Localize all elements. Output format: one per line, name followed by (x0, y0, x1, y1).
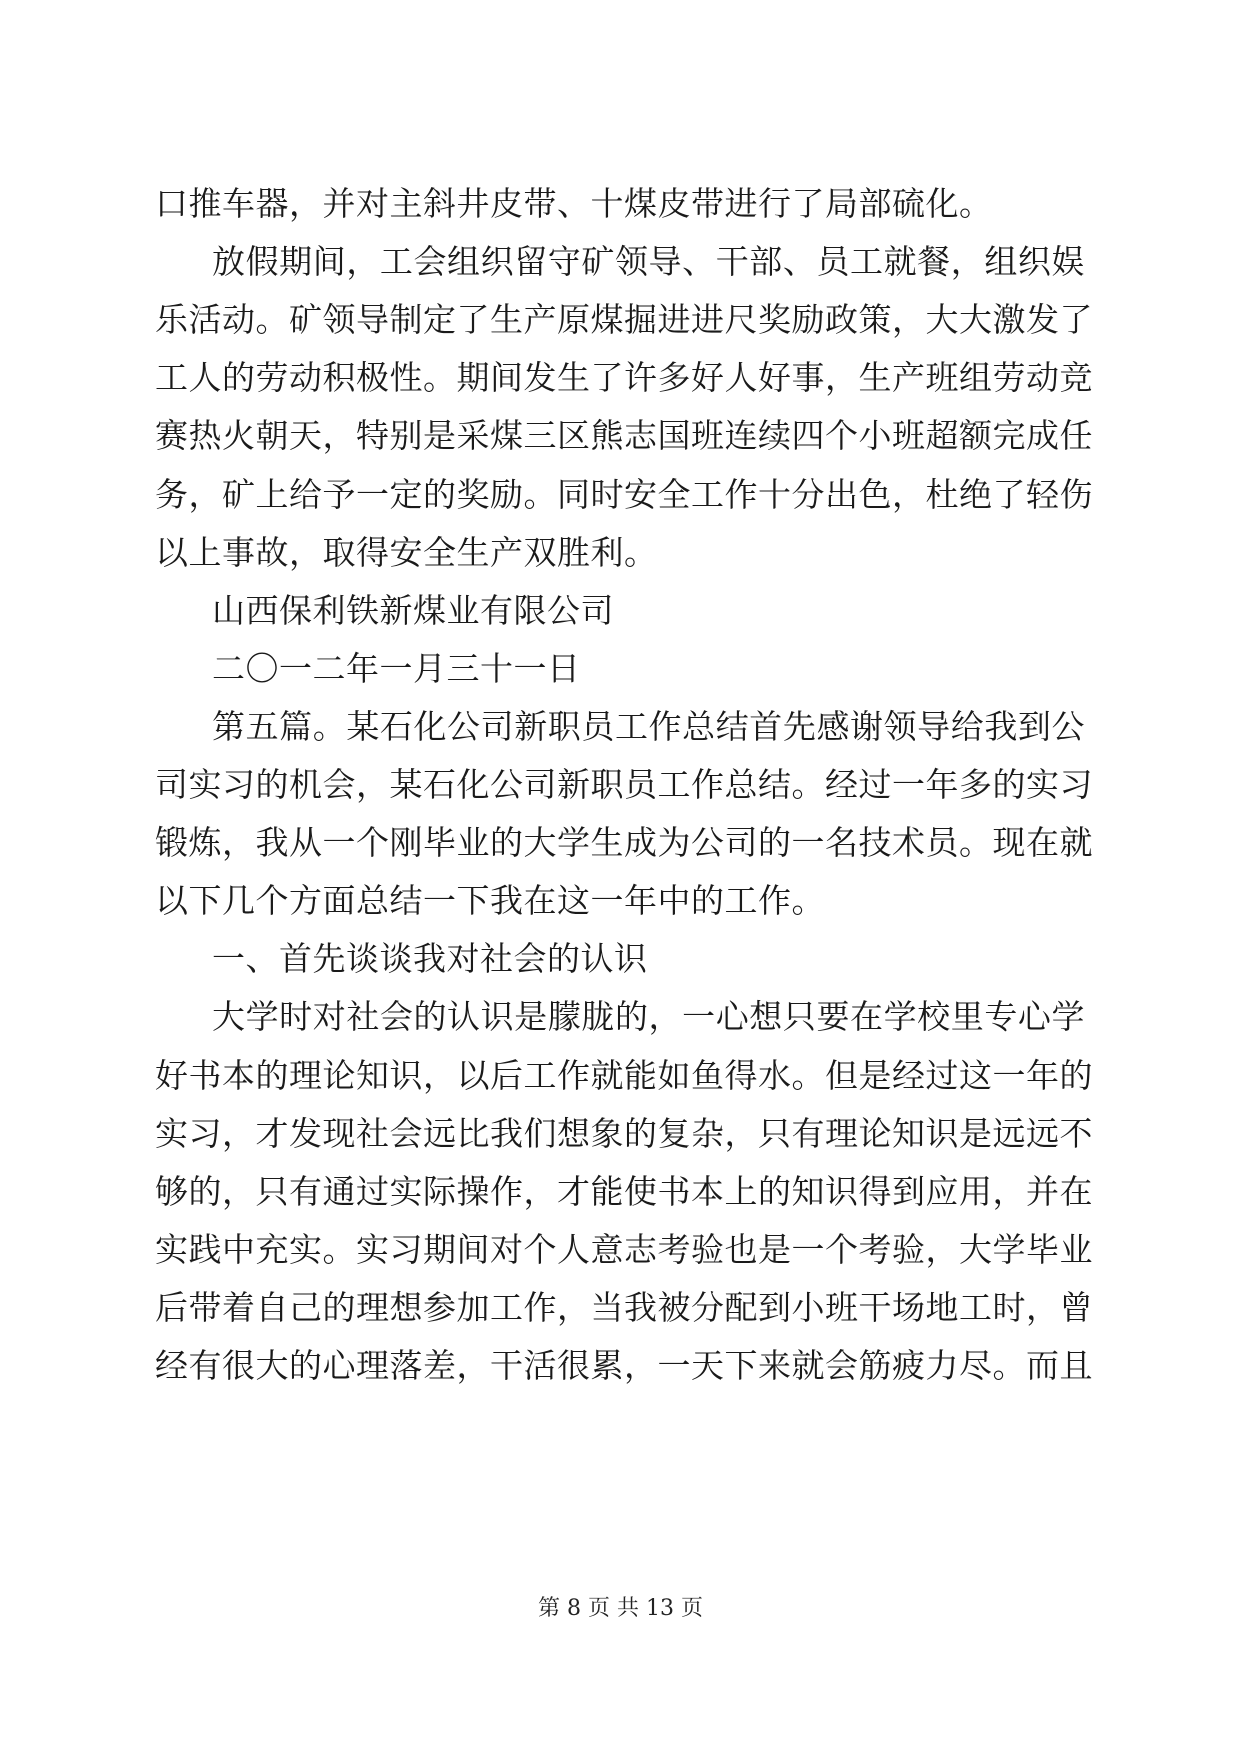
text-line: 以上事故，取得安全生产双胜利。 (155, 533, 658, 572)
text-line: 实践中充实。实习期间对个人意志考验也是一个考验，大学毕业 (155, 1230, 1093, 1269)
text-line: 二〇一二年一月三十一日 (212, 649, 581, 688)
text-line: 大学时对社会的认识是朦胧的，一心想只要在学校里专心学 (212, 997, 1085, 1036)
text-line: 锻炼，我从一个刚毕业的大学生成为公司的一名技术员。现在就 (155, 823, 1093, 862)
text-line: 经有很大的心理落差，干活很累，一天下来就会筋疲力尽。而且 (155, 1346, 1093, 1385)
text-line: 赛热火朝天，特别是采煤三区熊志国班连续四个小班超额完成任 (155, 416, 1093, 455)
text-line: 一、首先谈谈我对社会的认识 (212, 939, 648, 978)
text-line: 司实习的机会，某石化公司新职员工作总结。经过一年多的实习 (155, 765, 1093, 804)
text-line: 后带着自己的理想参加工作，当我被分配到小班干场地工时，曾 (155, 1288, 1093, 1327)
text-line: 工人的劳动积极性。期间发生了许多好人好事，生产班组劳动竞 (155, 358, 1093, 397)
text-line: 务，矿上给予一定的奖励。同时安全工作十分出色，杜绝了轻伤 (155, 475, 1093, 514)
text-line: 第五篇。某石化公司新职员工作总结首先感谢领导给我到公 (212, 707, 1085, 746)
text-line: 实习，才发现社会远比我们想象的复杂，只有理论知识是远远不 (155, 1114, 1093, 1153)
text-line: 山西保利铁新煤业有限公司 (212, 591, 614, 630)
text-line: 以下几个方面总结一下我在这一年中的工作。 (155, 881, 825, 920)
text-line: 口推车器，并对主斜井皮带、十煤皮带进行了局部硫化。 (155, 184, 993, 223)
text-line: 放假期间，工会组织留守矿领导、干部、员工就餐，组织娱 (212, 242, 1085, 281)
text-line: 够的，只有通过实际操作，才能使书本上的知识得到应用，并在 (155, 1172, 1093, 1211)
text-line: 好书本的理论知识，以后工作就能如鱼得水。但是经过这一年的 (155, 1056, 1093, 1095)
page-footer: 第 8 页 共 13 页 (538, 1596, 703, 1621)
text-line: 乐活动。矿领导制定了生产原煤掘进进尺奖励政策，大大激发了 (155, 300, 1093, 339)
